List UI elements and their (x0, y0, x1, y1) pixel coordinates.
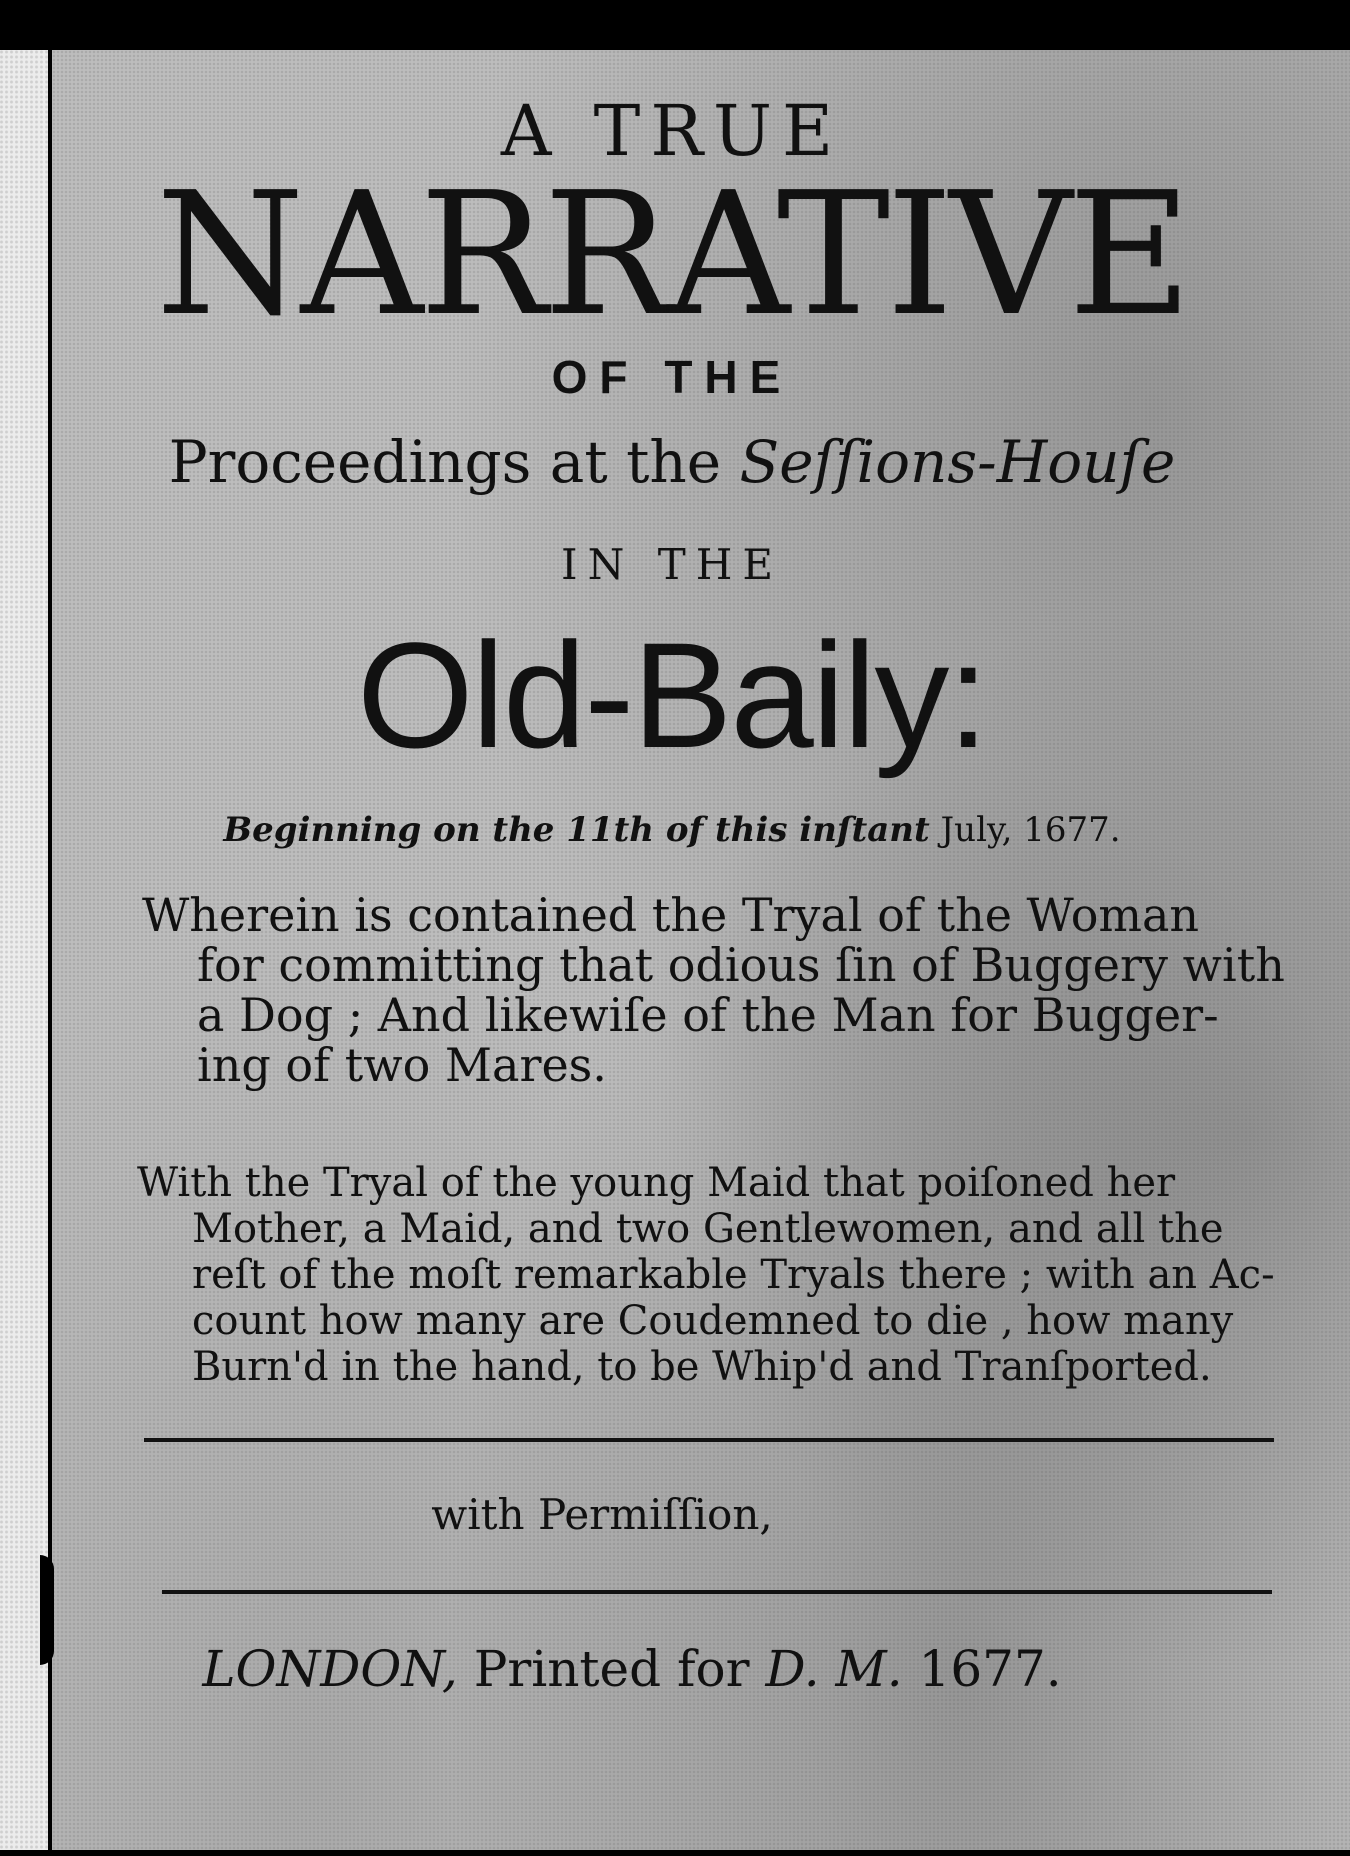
paragraph-line: a Dog ; And likewiſe of the Man for Bugger- (197, 988, 1219, 1042)
title-line-old-baily: Old-Baily: (356, 611, 988, 779)
paragraph-with-the-tryal (137, 1160, 1275, 1390)
dateline-date: July, 1677. (940, 810, 1121, 850)
imprint-printed-for: Printed for (473, 1640, 750, 1698)
title-line-in-the: IN THE (561, 540, 783, 589)
paragraph-line: Burn'd in the hand, to be Whip'd and Tranſported. (192, 1344, 1212, 1390)
imprint-year: 1677. (918, 1640, 1062, 1698)
divider-rule (144, 1438, 1274, 1442)
scan-bottom-border (0, 1850, 1350, 1856)
scan-top-border (0, 0, 1350, 50)
imprint-place: LONDON, (202, 1640, 458, 1698)
paragraph-line: count how many are Coudemned to die , how many (192, 1298, 1234, 1344)
paragraph-line: reſt of the moſt remarkable Tryals there ; with an Ac- (192, 1252, 1275, 1298)
paragraph-line: Wherein is contained the Tryal of the Woman (142, 888, 1200, 942)
imprint-line (52, 1640, 1212, 1698)
imprint-printer: D. M. (765, 1640, 903, 1698)
paragraph-line: for committing that odious ſin of Buggery with (197, 938, 1285, 992)
paragraph-wherein (142, 890, 1285, 1090)
dateline-italic: Beginning on the 11th of this inſtant (223, 810, 930, 850)
title-line-narrative: NARRATIVE (155, 156, 1189, 354)
title-line-proceedings (52, 428, 1292, 496)
title-line-a-true: A TRUE (500, 90, 844, 172)
title-line-of-the: OF THE (551, 351, 793, 403)
sessions-house-text: Seſſions-Houſe (739, 428, 1176, 496)
divider-rule (162, 1590, 1272, 1594)
paragraph-line: Mother, a Maid, and two Gentlewomen, and all the (192, 1206, 1224, 1252)
paragraph-line: With the Tryal of the young Maid that poiſoned her (137, 1160, 1176, 1206)
proceedings-text: Proceedings at the (168, 428, 722, 496)
paragraph-line: ing of two Mares. (197, 1038, 607, 1092)
dateline (52, 810, 1292, 850)
permission-line: with Permiſſion, (431, 1490, 773, 1539)
